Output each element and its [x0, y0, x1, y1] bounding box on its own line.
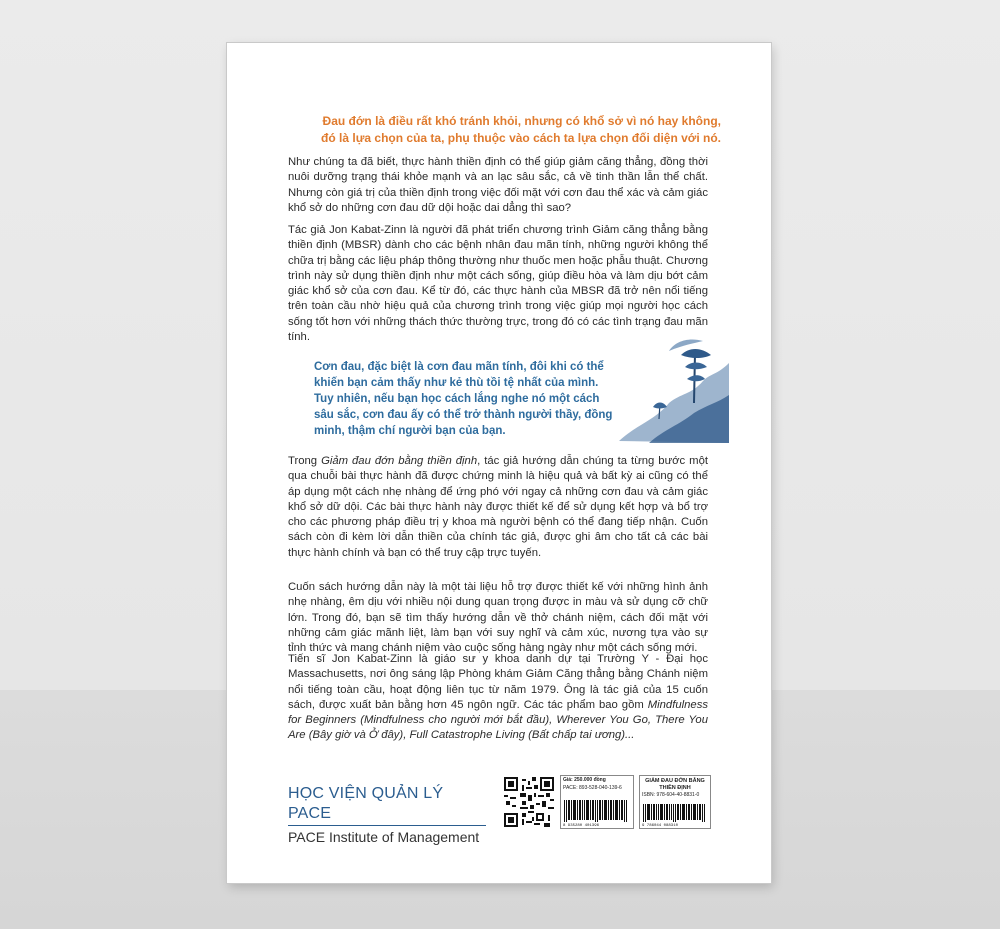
- paragraph-book-description: [288, 454, 708, 561]
- book-title-italic: Giảm đau đớn bằng thiền định: [321, 455, 478, 467]
- author-works-italic: Mindfulness for Beginners (Mindfulness cho người mới bắt đầu), Wherever You Go, There You Are (Bây giờ và Ở đây), Full Catastrophe Living (Bất chấp tai ương)...: [288, 698, 708, 742]
- barcode-price-digits: 8 935280 401396: [563, 824, 600, 828]
- barcode-book-title: GIẢM ĐAU ĐỚN BẰNG THIỀN ĐỊNH: [645, 778, 705, 791]
- book-back-cover: [227, 43, 771, 883]
- paragraph-3-rest: , tác giả hướng dẫn chúng ta từng bước một qua chuỗi bài thực hành đã được chứng minh là hiệu quả và bất kỳ ai cũng có thể áp dụng một cách nhẹ nhàng để ứng phó với ngay cả những cơn đau và cảm giác khổ sở dữ dội. Các bài thực hành này được thiết kế để sử dụng kết hợp và bổ trợ cho các phương pháp điều trị y khoa mà người bệnh có thể đang tiếp nhận. Cuốn sách còn đi kèm lời dẫn thiền của chính tác giả, được ghi âm cho tất cả các bài thực hành chính và bạn có thể truy cập trực tuyến.: [288, 455, 708, 559]
- author-bio-text: Tiến sĩ Jon Kabat-Zinn là giáo sư y khoa danh dự tại Trường Y - Đại học Massachusetts, nơi ông sáng lập Phòng khám Giảm Căng thẳng bằng Chánh niệm nổi tiếng toàn cầu, hoạt động liên tục từ năm 1979. Ông là tác giả của 15 cuốn sách, được xuất bản bằng hơn 45 ngôn ngữ. Các tác phẩm bao gồm: [288, 653, 708, 711]
- paragraph-intro: Như chúng ta đã biết, thực hành thiền định có thể giúp giảm căng thẳng, đồng thời nuôi dưỡng trạng thái khỏe mạnh và an lạc sâu sắc, cả về tinh thần lẫn thể chất. Nhưng còn giá trị của thiền định trong việc đối mặt với cơn đau thể xác và cảm giác khổ sở do những cơn đau dữ dội hoặc dai dẳng thì sao?: [288, 156, 708, 214]
- paragraph-author-bio: [288, 652, 708, 744]
- paragraph-author-program: Tác giả Jon Kabat-Zinn là người đã phát triển chương trình Giảm căng thẳng bằng thiền định (MBSR) dành cho các bệnh nhân đau mãn tính, những người không thể chữa trị bằng các liệu pháp thông thường như thuốc men hoặc phẫu thuật. Chương trình này sử dụng thiền định như một cách sống, giúp điều hòa và làm dịu bớt cảm giác khổ sở của cơn đau. Kể từ đó, các thực hành của MBSR đã trở nên nổi tiếng trên toàn cầu nhờ hiệu quả của chương trình trong việc giúp mọi người học cách sống tốt hơn với những thách thức thường trực, trong đó có các tình trạng đau mãn tính.: [288, 224, 708, 344]
- ink-landscape-illustration: [599, 333, 729, 443]
- pace-code: PACE: 893-528-040-139-6: [563, 785, 622, 791]
- barcode-isbn-label: [639, 775, 711, 829]
- price-text: Giá: 250.000 đồng: [563, 777, 606, 783]
- barcode-price-label: [560, 775, 634, 829]
- pull-quote-middle: Cơn đau, đặc biệt là cơn đau mãn tính, đôi khi có thể khiến bạn cảm thấy như kẻ thù tồi tệ nhất của mình. Tuy nhiên, nếu bạn học cách lắng nghe nó một cách sâu sắc, cơn đau ấy có thể trở thành người thầy, đồng minh, thậm chí người bạn của bạn.: [314, 361, 613, 437]
- isbn-text: ISBN: 978-604-40-8831-0: [642, 792, 700, 798]
- paragraph-3-prefix: Trong: [288, 455, 322, 467]
- barcode-isbn-digits: 9 786044 088310: [642, 824, 679, 828]
- barcode-bars: [564, 800, 630, 822]
- publisher-divider: [288, 825, 486, 826]
- barcode-isbn-bars: [643, 804, 707, 822]
- qr-code: [504, 777, 554, 827]
- publisher-logo: [288, 784, 488, 846]
- pull-quote-top: Đau đớn là điều rất khó tránh khỏi, nhưng có khổ sở vì nó hay không, đó là lựa chọn của ta, phụ thuộc vào cách ta lựa chọn đối diện với nó.: [321, 114, 721, 145]
- paragraph-guide: Cuốn sách hướng dẫn này là một tài liệu hỗ trợ được thiết kế với những hình ảnh nhẹ nhàng, êm dịu với nhiều nội dung quan trọng được in màu và sử dụng cỡ chữ lớn. Trong đó, bạn sẽ tìm thấy hướng dẫn về thở chánh niệm, cách đối mặt với những cảm giác mãnh liệt, làm bạn với suy nghĩ và cảm xúc, nương tựa vào sự tỉnh thức và mang chánh niệm vào cuộc sống hàng ngày như một cách sống mới.: [288, 581, 708, 655]
- publisher-name-vn: HỌC VIỆN QUẢN LÝ PACE: [288, 785, 444, 822]
- publisher-name-en: PACE Institute of Management: [288, 829, 480, 845]
